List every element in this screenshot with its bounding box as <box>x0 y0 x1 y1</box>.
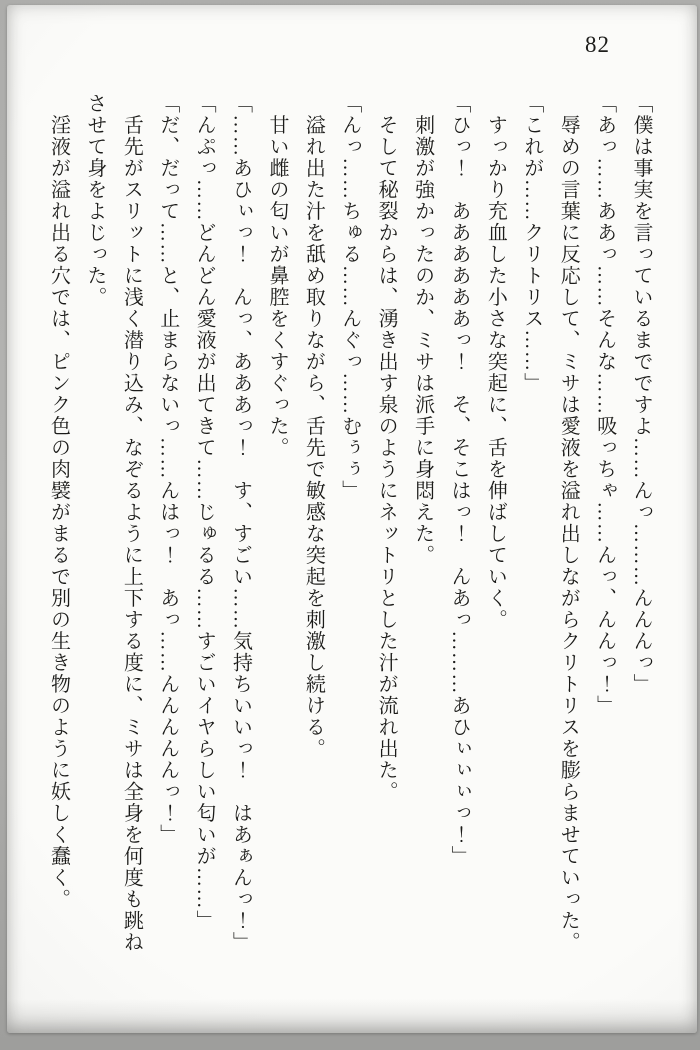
body-text <box>34 93 659 955</box>
dialogue-line: 「んっ……ちゅる……んぐっ……むぅぅ」 <box>338 93 361 502</box>
narration-line: すっかり充血した小さな突起に、舌を伸ばしていく。 <box>484 93 507 631</box>
page-number: 82 <box>585 32 610 57</box>
narration-line: 淫液が溢れ出る穴では、ピンク色の肉襞がまるで別の生き物のように妖しく蠢く。 <box>47 93 70 910</box>
narration-line: 舌先がスリットに浅く潜り込み、なぞるように上下する度に、ミサは全身を何度も跳ねさせて身をよじった。 <box>83 93 143 953</box>
narration-line: 溢れ出た汁を舐め取りながら、舌先で敏感な突起を刺激し続ける。 <box>302 93 325 760</box>
dialogue-line: 「ひっ！ ああああああっ！ そ、そこはっ！ んあっ………あひぃぃぃっ！」 <box>447 93 470 867</box>
narration-line: 辱めの言葉に反応して、ミサは愛液を溢れ出しながらクリトリスを膨らませていった。 <box>557 93 580 953</box>
dialogue-line: 「んぷっ……どんどん愛液が出てきて……じゅるる……すごいイヤらしい匂いが……」 <box>193 93 216 932</box>
narration-line: 甘い雌の匂いが鼻腔をくすぐった。 <box>265 93 288 459</box>
dialogue-line: 「これが……クリトリス……」 <box>520 93 543 394</box>
dialogue-line: 「だ、だって……と、止まらないっ……んはっ！ あっ……んんんんんっ！」 <box>156 93 179 846</box>
dialogue-line: 「……あひぃっ！ んっ、あああっ！ す、すごい……気持ちいいっ！ はあぁんっ！」 <box>229 93 252 953</box>
book-page <box>7 5 697 1033</box>
narration-line: 刺激が強かったのか、ミサは派手に身悶えた。 <box>411 93 434 566</box>
narration-line: そして秘裂からは、湧き出す泉のようにネットリとした汁が流れ出た。 <box>375 93 398 803</box>
dialogue-line: 「僕は事実を言っているまでですよ……んっ………んんんっ」 <box>630 93 652 695</box>
dialogue-line: 「あっ……ああっ……そんな……吸っちゃ……んっ、んんっ！」 <box>593 93 616 717</box>
